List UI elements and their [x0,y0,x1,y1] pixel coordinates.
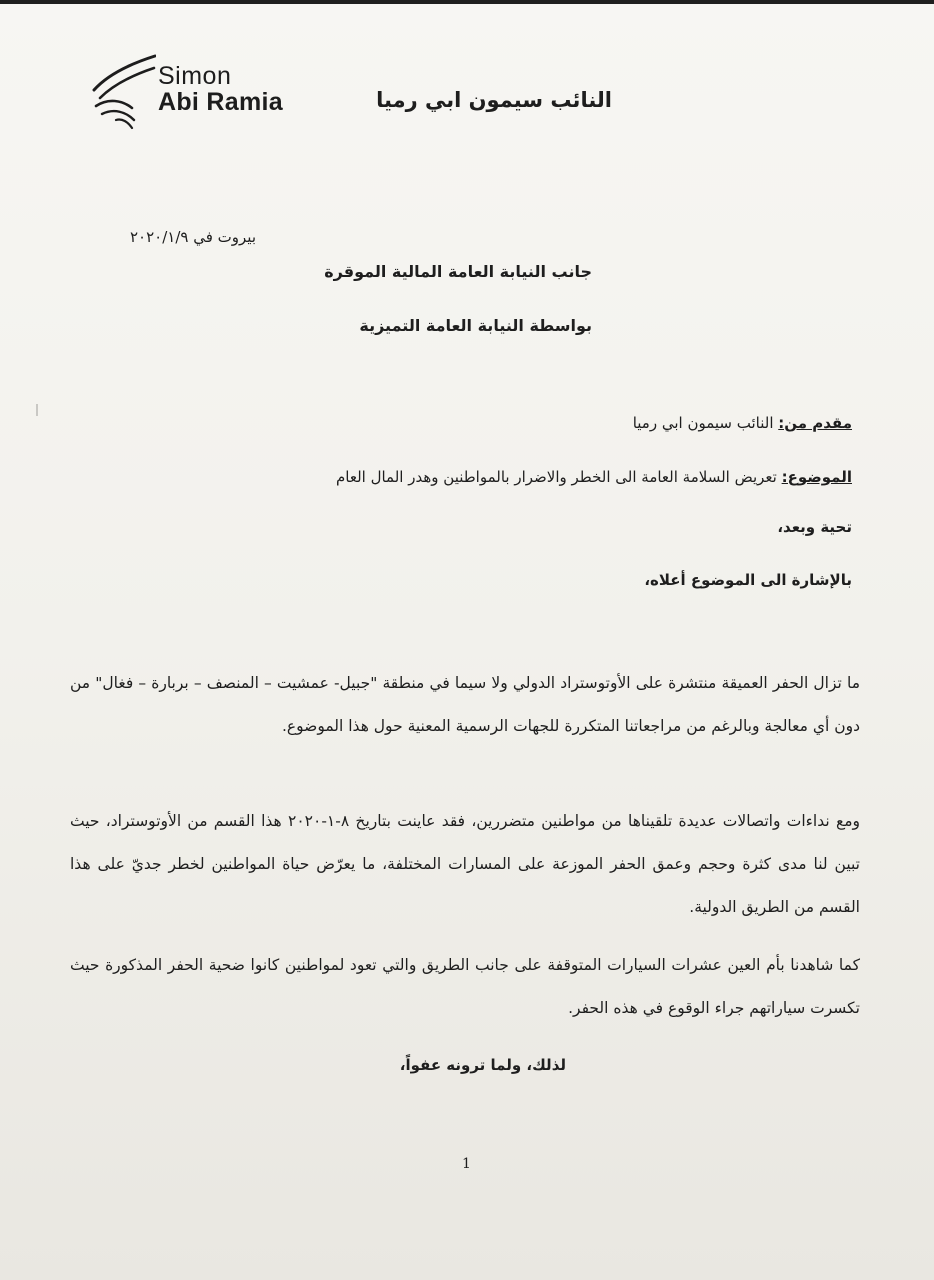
scan-top-edge [0,0,934,4]
date-line: بيروت في ٢٠٢٠/١/٩ [129,228,256,246]
reference-line: بالإشارة الى الموضوع أعلاه، [644,571,852,589]
subject-line [336,468,852,486]
subject-value: تعريض السلامة العامة الى الخطر والاضرار بالمواطنين وهدر المال العام [335,468,782,486]
page-number: 1 [462,1156,471,1172]
logo-first-name: Simon [158,62,232,90]
addressee-line-2: بواسطة النيابة العامة التميزية [359,316,592,335]
addressee-line-1: جانب النيابة العامة المالية الموقرة [324,262,592,281]
subject-label: الموضوع: [781,468,852,486]
greeting: تحية وبعد، [777,518,852,536]
logo-swoosh-icon [92,50,156,130]
logo-last-name: Abi Ramia [158,88,283,116]
scan-speck [36,404,38,416]
header-title: النائب سيمون ابي رميا [376,88,612,112]
body-paragraph-1: ما تزال الحفر العميقة منتشرة على الأوتوستراد الدولي ولا سيما في منطقة "جبيل- عمشيت – المنصف – بربارة – فغال" من دون أي معالجة وبالرغم من مراجعاتنا المتكررة للجهات الرسمية المعنية حول هذا الموضوع. [70,674,860,735]
body-paragraph-3: كما شاهدنا بأم العين عشرات السيارات المتوقفة على جانب الطريق والتي تعود لمواطنين كانوا ضحية الحفر المذكورة حيث تكسرت سياراتهم جراء الوقوع في هذه الحفر. [70,956,860,1017]
closing-line: لذلك، ولما ترونه عفواً، [399,1056,566,1074]
submitted-by-label: مقدم من: [778,414,852,432]
submitted-by-line [633,414,852,432]
submitted-by-value: النائب سيمون ابي رميا [632,414,779,432]
logo-wordmark [158,63,283,115]
logo [92,50,302,130]
body-paragraph-2: ومع نداءات واتصالات عديدة تلقيناها من مواطنين متضررين، فقد عاينت بتاريخ ٨-١-٢٠٢٠ هذا القسم من الأوتوستراد، حيث تبين لنا مدى كثرة وحجم وعمق الحفر الموزعة على المسارات المختلفة، ما يعرّض حياة المواطنين لخطر جديّ على هذا القسم من الطريق الدولية. [70,812,860,916]
